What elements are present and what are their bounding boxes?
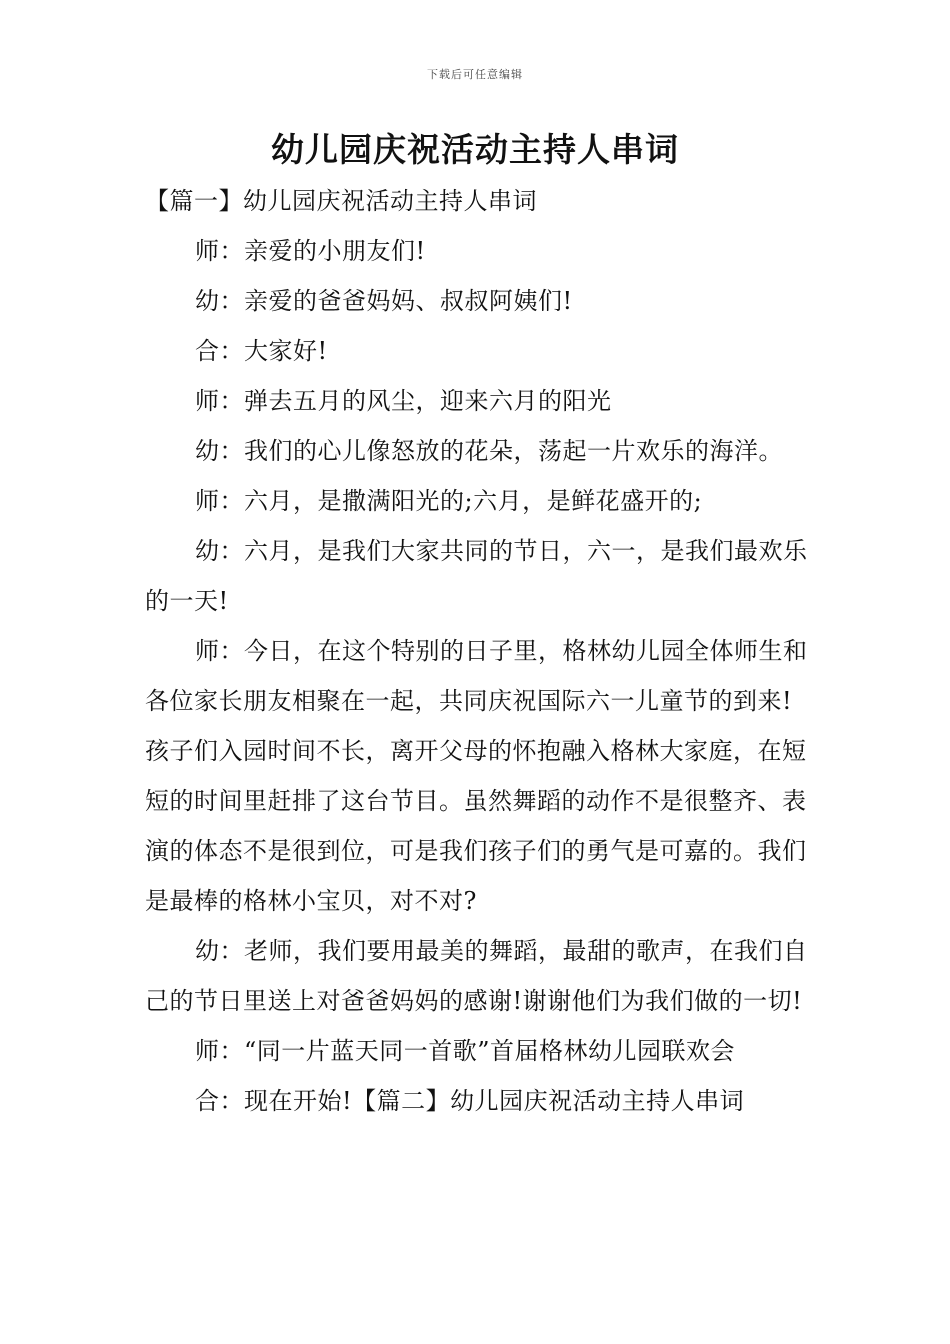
paragraph: 幼：六月，是我们大家共同的节日，六一，是我们最欢乐的一天! <box>145 537 808 615</box>
paragraph: 合：大家好! <box>195 337 328 365</box>
paragraph: 幼：老师，我们要用最美的舞蹈，最甜的歌声，在我们自己的节日里送上对爸爸妈妈的感谢!谢谢他们为我们做的一切! <box>145 937 808 1015</box>
paragraph: 合：现在开始!【篇二】幼儿园庆祝活动主持人串词 <box>195 1087 745 1115</box>
paragraph: 幼：亲爱的爸爸妈妈、叔叔阿姨们! <box>195 287 573 315</box>
document-title: 幼儿园庆祝活动主持人串词 <box>271 130 679 169</box>
section-heading: 【篇一】幼儿园庆祝活动主持人串词 <box>145 187 537 215</box>
paragraph: 师：亲爱的小朋友们! <box>195 237 426 265</box>
paragraph: 师：今日，在这个特别的日子里，格林幼儿园全体师生和各位家长朋友相聚在一起，共同庆祝国际六一儿童节的到来!孩子们入园时间不长，离开父母的怀抱融入格林大家庭，在短短的时间里赶排了这台节目。虽然舞蹈的动作不是很整齐、表演的体态不是很到位，可是我们孩子们的勇气是可嘉的。我们是最棒的格林小宝贝，对不对? <box>145 637 808 915</box>
paragraph: 师：六月，是撒满阳光的;六月，是鲜花盛开的; <box>195 487 703 515</box>
paragraph: 师：弹去五月的风尘，迎来六月的阳光 <box>195 387 612 415</box>
paragraph: 师：“同一片蓝天同一首歌”首届格林幼儿园联欢会 <box>195 1037 736 1065</box>
header-note: 下载后可任意编辑 <box>427 68 523 81</box>
paragraph: 幼：我们的心儿像怒放的花朵，荡起一片欢乐的海洋。 <box>195 437 783 465</box>
document-body <box>145 176 810 1126</box>
